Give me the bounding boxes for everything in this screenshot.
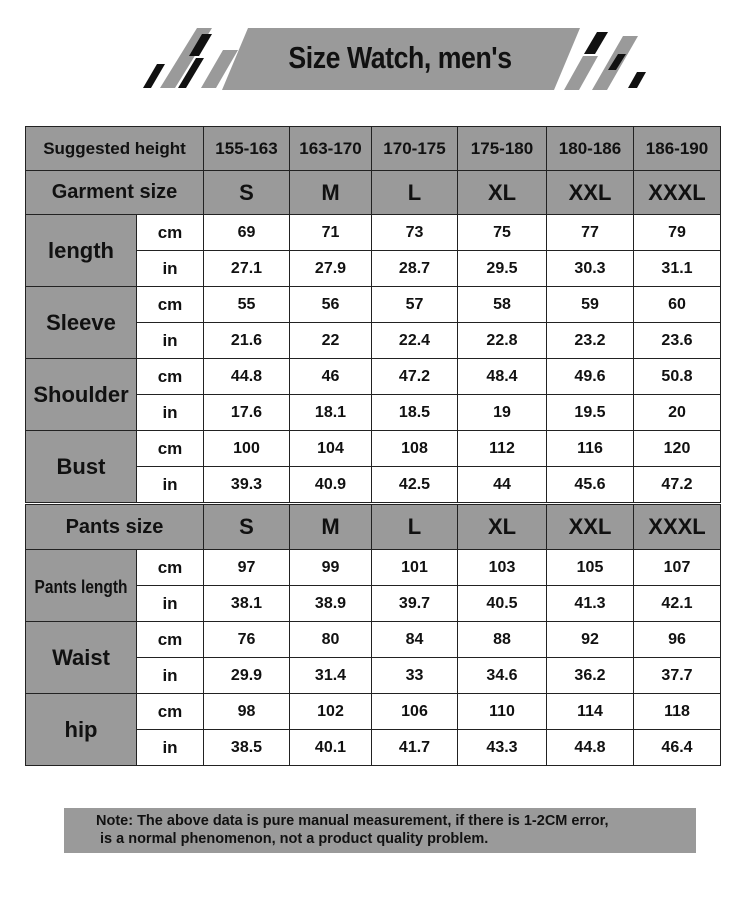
value-cell: 19 bbox=[458, 395, 547, 431]
value-cell: 73 bbox=[372, 215, 458, 251]
size-code: M bbox=[290, 171, 372, 215]
value-cell: 29.9 bbox=[204, 658, 290, 694]
garment-size-table bbox=[25, 126, 721, 503]
unit-label: in bbox=[137, 251, 204, 287]
measure-row bbox=[26, 431, 721, 467]
size-row bbox=[26, 171, 721, 215]
value-cell: 41.3 bbox=[547, 586, 634, 622]
value-cell: 98 bbox=[204, 694, 290, 730]
value-cell: 45.6 bbox=[547, 467, 634, 503]
value-cell: 40.9 bbox=[290, 467, 372, 503]
value-cell: 71 bbox=[290, 215, 372, 251]
value-cell: 37.7 bbox=[634, 658, 721, 694]
height-row bbox=[26, 127, 721, 171]
value-cell: 80 bbox=[290, 622, 372, 658]
value-cell: 84 bbox=[372, 622, 458, 658]
measure-row bbox=[26, 359, 721, 395]
value-cell: 48.4 bbox=[458, 359, 547, 395]
measure-row bbox=[26, 287, 721, 323]
value-cell: 46.4 bbox=[634, 730, 721, 766]
value-cell: 36.2 bbox=[547, 658, 634, 694]
value-cell: 43.3 bbox=[458, 730, 547, 766]
measure-row bbox=[26, 215, 721, 251]
value-cell: 30.3 bbox=[547, 251, 634, 287]
size-code: S bbox=[204, 171, 290, 215]
value-cell: 27.1 bbox=[204, 251, 290, 287]
unit-label: in bbox=[137, 395, 204, 431]
measure-row bbox=[26, 694, 721, 730]
value-cell: 56 bbox=[290, 287, 372, 323]
measure-name-text: length bbox=[48, 237, 114, 263]
value-cell: 103 bbox=[458, 550, 547, 586]
measure-name bbox=[26, 287, 137, 359]
value-cell: 108 bbox=[372, 431, 458, 467]
size-code: L bbox=[372, 505, 458, 550]
value-cell: 101 bbox=[372, 550, 458, 586]
value-cell: 96 bbox=[634, 622, 721, 658]
unit-label: cm bbox=[137, 550, 204, 586]
height-range: 180-186 bbox=[547, 127, 634, 171]
value-cell: 39.7 bbox=[372, 586, 458, 622]
value-cell: 118 bbox=[634, 694, 721, 730]
measure-name bbox=[26, 215, 137, 287]
value-cell: 50.8 bbox=[634, 359, 721, 395]
value-cell: 120 bbox=[634, 431, 721, 467]
unit-label: cm bbox=[137, 694, 204, 730]
value-cell: 104 bbox=[290, 431, 372, 467]
right-stripe-5 bbox=[628, 72, 646, 88]
size-label: Garment size bbox=[26, 171, 204, 215]
value-cell: 76 bbox=[204, 622, 290, 658]
value-cell: 44.8 bbox=[204, 359, 290, 395]
value-cell: 42.5 bbox=[372, 467, 458, 503]
unit-label: in bbox=[137, 586, 204, 622]
value-cell: 22.4 bbox=[372, 323, 458, 359]
height-range: 175-180 bbox=[458, 127, 547, 171]
value-cell: 47.2 bbox=[372, 359, 458, 395]
measure-name-text: Waist bbox=[52, 644, 110, 670]
value-cell: 110 bbox=[458, 694, 547, 730]
value-cell: 17.6 bbox=[204, 395, 290, 431]
value-cell: 47.2 bbox=[634, 467, 721, 503]
measure-name-text: Shoulder bbox=[33, 381, 129, 407]
size-code: XL bbox=[458, 505, 547, 550]
measure-name-text: hip bbox=[64, 716, 98, 742]
height-range: 186-190 bbox=[634, 127, 721, 171]
value-cell: 46 bbox=[290, 359, 372, 395]
value-cell: 97 bbox=[204, 550, 290, 586]
value-cell: 77 bbox=[547, 215, 634, 251]
value-cell: 99 bbox=[290, 550, 372, 586]
measure-name bbox=[26, 550, 137, 622]
note-line-1: Note: The above data is pure manual measurement, if there is 1-2CM error, bbox=[96, 813, 609, 829]
value-cell: 19.5 bbox=[547, 395, 634, 431]
measure-name bbox=[26, 694, 137, 766]
measure-name-text: Bust bbox=[56, 453, 106, 479]
height-range: 163-170 bbox=[290, 127, 372, 171]
unit-label: cm bbox=[137, 359, 204, 395]
size-code: XXL bbox=[547, 505, 634, 550]
value-cell: 18.5 bbox=[372, 395, 458, 431]
left-stripe-1 bbox=[143, 64, 165, 88]
measure-name bbox=[26, 622, 137, 694]
value-cell: 29.5 bbox=[458, 251, 547, 287]
value-cell: 116 bbox=[547, 431, 634, 467]
measurement-note bbox=[64, 808, 696, 853]
right-stripe-2 bbox=[584, 32, 608, 54]
right-stripe-1 bbox=[564, 56, 598, 90]
value-cell: 22 bbox=[290, 323, 372, 359]
unit-label: in bbox=[137, 658, 204, 694]
value-cell: 44.8 bbox=[547, 730, 634, 766]
value-cell: 40.1 bbox=[290, 730, 372, 766]
value-cell: 114 bbox=[547, 694, 634, 730]
value-cell: 100 bbox=[204, 431, 290, 467]
value-cell: 31.1 bbox=[634, 251, 721, 287]
page-title: Size Watch, men's bbox=[288, 40, 512, 75]
measure-name-text: Pants length bbox=[34, 576, 128, 597]
value-cell: 20 bbox=[634, 395, 721, 431]
size-row bbox=[26, 505, 721, 550]
height-range: 170-175 bbox=[372, 127, 458, 171]
size-code: XL bbox=[458, 171, 547, 215]
size-code: XXXL bbox=[634, 505, 721, 550]
measure-name bbox=[26, 431, 137, 503]
measure-row bbox=[26, 622, 721, 658]
pants-size-table bbox=[25, 504, 721, 766]
value-cell: 42.1 bbox=[634, 586, 721, 622]
size-code: XXXL bbox=[634, 171, 721, 215]
value-cell: 38.5 bbox=[204, 730, 290, 766]
value-cell: 106 bbox=[372, 694, 458, 730]
value-cell: 107 bbox=[634, 550, 721, 586]
measure-name bbox=[26, 359, 137, 431]
value-cell: 49.6 bbox=[547, 359, 634, 395]
unit-label: in bbox=[137, 323, 204, 359]
value-cell: 112 bbox=[458, 431, 547, 467]
value-cell: 55 bbox=[204, 287, 290, 323]
value-cell: 79 bbox=[634, 215, 721, 251]
value-cell: 22.8 bbox=[458, 323, 547, 359]
value-cell: 69 bbox=[204, 215, 290, 251]
value-cell: 21.6 bbox=[204, 323, 290, 359]
size-code: S bbox=[204, 505, 290, 550]
size-code: XXL bbox=[547, 171, 634, 215]
value-cell: 88 bbox=[458, 622, 547, 658]
unit-label: in bbox=[137, 467, 204, 503]
value-cell: 75 bbox=[458, 215, 547, 251]
value-cell: 59 bbox=[547, 287, 634, 323]
value-cell: 27.9 bbox=[290, 251, 372, 287]
height-label: Suggested height bbox=[26, 127, 204, 171]
size-code: M bbox=[290, 505, 372, 550]
unit-label: cm bbox=[137, 431, 204, 467]
unit-label: cm bbox=[137, 215, 204, 251]
size-label: Pants size bbox=[26, 505, 204, 550]
value-cell: 60 bbox=[634, 287, 721, 323]
value-cell: 23.6 bbox=[634, 323, 721, 359]
value-cell: 38.1 bbox=[204, 586, 290, 622]
measure-name-text: Sleeve bbox=[46, 309, 116, 335]
value-cell: 102 bbox=[290, 694, 372, 730]
value-cell: 40.5 bbox=[458, 586, 547, 622]
value-cell: 92 bbox=[547, 622, 634, 658]
measure-row bbox=[26, 550, 721, 586]
value-cell: 39.3 bbox=[204, 467, 290, 503]
value-cell: 33 bbox=[372, 658, 458, 694]
value-cell: 58 bbox=[458, 287, 547, 323]
value-cell: 18.1 bbox=[290, 395, 372, 431]
note-line-2: is a normal phenomenon, not a product quality problem. bbox=[100, 831, 489, 847]
unit-label: cm bbox=[137, 287, 204, 323]
title-banner bbox=[0, 26, 750, 90]
value-cell: 44 bbox=[458, 467, 547, 503]
unit-label: in bbox=[137, 730, 204, 766]
value-cell: 23.2 bbox=[547, 323, 634, 359]
size-code: L bbox=[372, 171, 458, 215]
value-cell: 28.7 bbox=[372, 251, 458, 287]
value-cell: 34.6 bbox=[458, 658, 547, 694]
value-cell: 105 bbox=[547, 550, 634, 586]
value-cell: 41.7 bbox=[372, 730, 458, 766]
value-cell: 31.4 bbox=[290, 658, 372, 694]
value-cell: 57 bbox=[372, 287, 458, 323]
height-range: 155-163 bbox=[204, 127, 290, 171]
unit-label: cm bbox=[137, 622, 204, 658]
value-cell: 38.9 bbox=[290, 586, 372, 622]
